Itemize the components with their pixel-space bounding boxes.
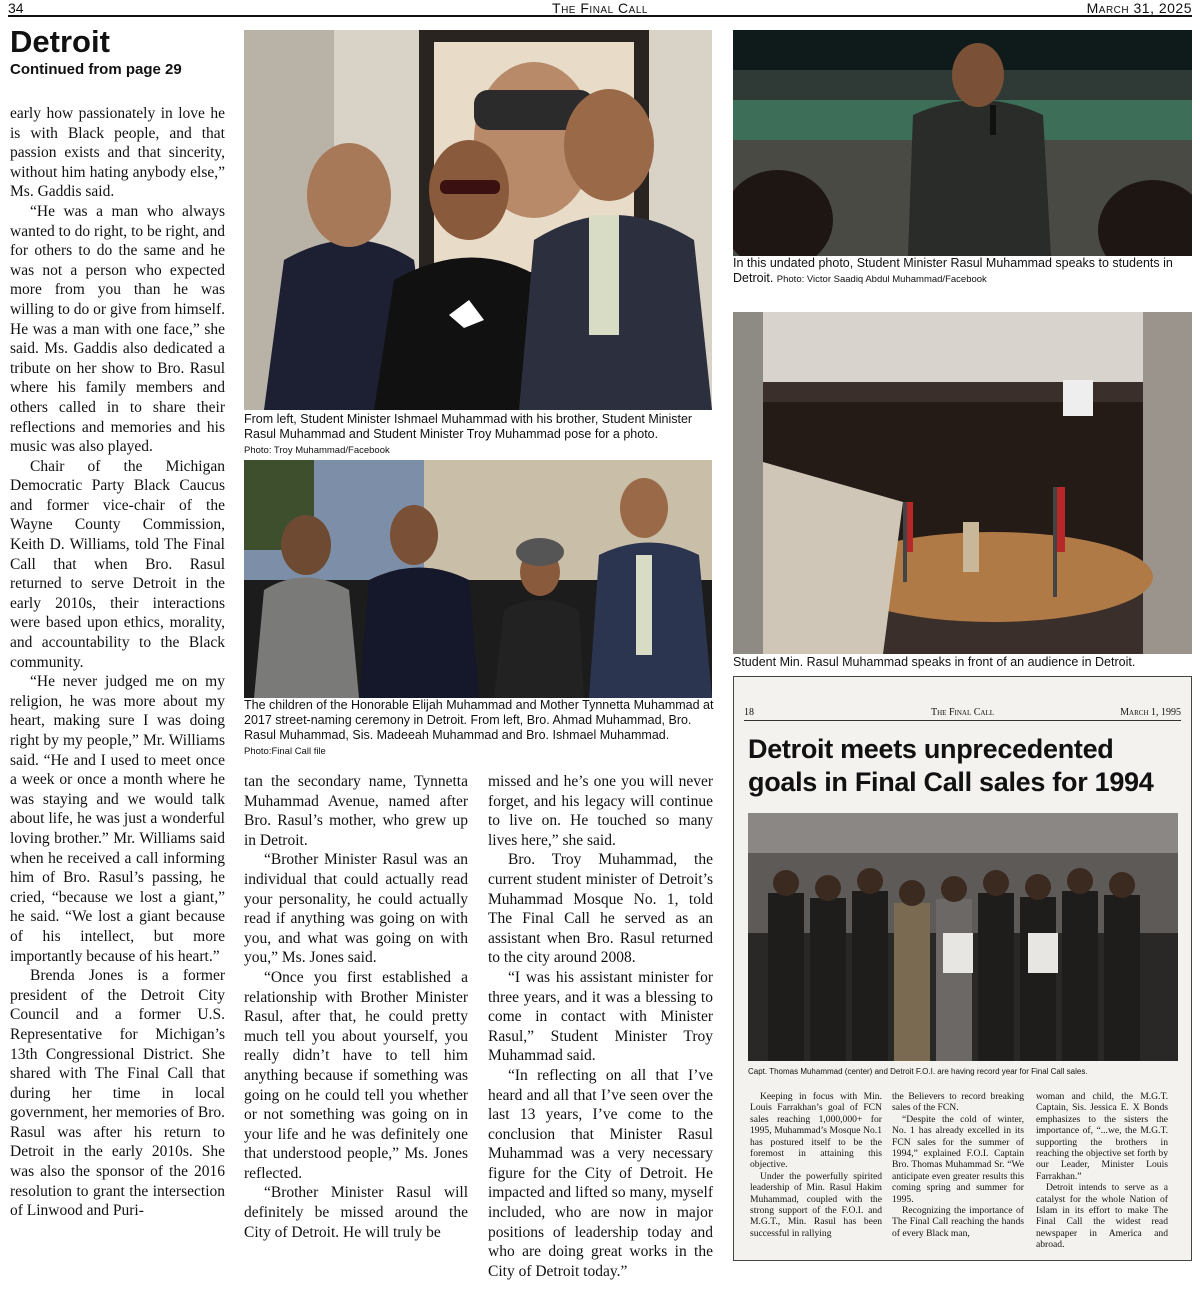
article-column-1 [10,104,225,1221]
paragraph: “He never judged me on my religion, he was more about my heart, making sure I was doing right by my people,” Mr. Williams said. “He and I used to meet once a week or once a month where he was staying and we would talk about life, he was just a wonderful loving brother.” Mr. Williams said when he received a call informing him of Bro. Rasul’s passing, he cried, “because we lost a giant,” he said. “We lost a giant because of his intellect, but more importantly because of his heart.” [10,673,225,965]
paragraph: tan the secondary name, Tynnetta Muhammad Avenue, named after Bro. Rasul’s mother, who grew up in Detroit. [244,773,468,849]
paragraph: early how passionately in love he is with Black people, and that passion exists and that sincerity, without him hating anybody else,” Ms. Gaddis said. [10,105,225,201]
masthead [8,0,1192,17]
paragraph: “Once you first established a relationship with Brother Minister Rasul, after that, he could pretty much tell you about yourself, you really didn’t have to tell him anything because if something was going on he could tell you whether or not something was going on in your life and he was definitely one that understood people,” Ms. Jones reflected. [244,968,468,1182]
paragraph: “Brother Minister Rasul will definitely be missed around the City of Detroit. He will truly be [244,1184,468,1241]
photo-credit: Photo: Victor Saadiq Abdul Muhammad/Facebook [776,274,987,285]
caption-text: Student Min. Rasul Muhammad speaks in front of an audience in Detroit. [733,655,1136,669]
paragraph: “He was a man who always wanted to do right, to be right, and for others to do the same and he was not a person who expected more from you than he was willing to do or give from himself. He was a man with one face,” she said. Ms. Gaddis also dedicated a tribute on her show to Bro. Rasul where his family members and others called in to share their reflections and memories and his music was also played. [10,202,225,456]
photo-auditorium-caption [733,655,1195,670]
paragraph: missed and he’s one you will never forget, and his legacy will continue to live on. He touched so many lives here,” she said. [488,773,713,849]
paragraph: Recognizing the importance of The Final Call reaching the hands of every Black man, [892,1205,1024,1239]
clipping-headline-line-2: goals in Final Call sales for 1994 [748,767,1154,797]
continued-from: Continued from page 29 [10,61,182,78]
publication-name: The Final Call [552,0,648,16]
clipping-group-photo [748,813,1178,1061]
article-headline: Detroit [10,24,110,59]
photo-credit: Photo: Troy Muhammad/Facebook [244,445,390,456]
paragraph: Chair of the Michigan Democratic Party Black Caucus and former vice-chair of the Wayne County Commission, Keith D. Williams, told The Final Call that when Bro. Rasul returned to serve Detroit in the early 2010s, their interactions were based upon ethics, morality, and accountability to the Black community. [10,457,225,671]
article-column-2 [244,772,468,1242]
paragraph: “I was his assistant minister for three years, and it was a blessing to come in contact with Minister Rasul,” Student Minister Troy Muhammad said. [488,968,713,1065]
photo-street-naming [244,460,712,698]
caption-text: From left, Student Minister Ishmael Muhammad with his brother, Student Minister Rasul Muhammad and Student Minister Troy Muhammad pose for a photo. [244,412,693,441]
issue-date: March 31, 2025 [1086,0,1192,16]
paragraph: Under the powerfully spirited leadership of Min. Rasul Hakim Muhammad, coupled with the strong support of the F.O.I. and M.G.T., Min. Rasul has been successful in rallying [750,1170,882,1239]
article-column-3 [488,772,713,1281]
paragraph: Keeping in focus with Min. Louis Farrakhan’s goal of FCN sales reaching 1,000,000+ for 1995, Muhammad’s Mosque No.1 has postured itself to be the foremost in attaining this objective. [750,1091,882,1171]
paragraph: Detroit intends to serve as a catalyst for the whole Nation of Islam in its effort to make The Final Call the widest read newspaper in America and abroad. [1036,1182,1168,1251]
clipping-headline [748,733,1178,799]
photo-ministers-pose-caption [244,412,714,458]
archival-newspaper-clipping [733,676,1192,1261]
clipping-column-2 [892,1091,1024,1239]
paragraph: “Brother Minister Rasul was an individual that could actually read your personality, he could actually read if anything was going on with you, and what was going on with you,” Ms. Jones said. [244,851,468,967]
photo-speaks-to-students-image [733,30,1192,256]
photo-speaks-to-students-caption [733,256,1195,287]
photo-ministers-pose [244,30,712,410]
clipping-group-photo-image [748,813,1178,1061]
paragraph: “Despite the cold of winter, No. 1 has already excelled in its FCN sales for the summer of 1994,” explained F.O.I. Captain Bro. Thomas Muhammad Sr. “We anticipate even greater results this coming spring and summer for 1995. [892,1113,1024,1205]
paragraph: “In reflecting on all that I’ve heard and all that I’ve seen over the last 13 years, I’ve come to the conclusion that Minister Rasul Muhammad was a very necessary figure for the City of Detroit. He impacted and lifted so many, myself included, who are now in major positions of leadership today and who are doing great works in the City of Detroit today.” [488,1066,713,1280]
photo-auditorium [733,312,1192,654]
photo-auditorium-image [733,312,1192,654]
clipping-column-1 [750,1091,882,1239]
photo-ministers-pose-image [244,30,712,410]
paragraph: Bro. Troy Muhammad, the current student minister of Detroit’s Muhammad Mosque No. 1, told The Final Call he served as an assistant when Bro. Rasul returned to the city around 2008. [488,851,713,967]
paragraph: the Believers to record breaking sales of the FCN. [892,1091,1024,1114]
photo-street-naming-caption [244,698,714,759]
page-number: 34 [8,0,24,16]
caption-text: In this undated photo, Student Minister Rasul Muhammad speaks to students in Detroit. [733,256,1173,285]
photo-street-naming-image [244,460,712,698]
clipping-date: March 1, 1995 [1120,707,1181,718]
photo-speaks-to-students [733,30,1192,256]
clipping-photo-caption: Capt. Thomas Muhammad (center) and Detroit F.O.I. are having record year for Final Call sales. [748,1067,1088,1076]
clipping-publication: The Final Call [931,707,994,718]
clipping-column-3 [1036,1091,1168,1251]
clipping-masthead [744,707,1181,721]
caption-text: The children of the Honorable Elijah Muhammad and Mother Tynnetta Muhammad at 2017 street-naming ceremony in Detroit. From left, Bro. Ahmad Muhammad, Bro. Rasul Muhammad, Sis. Madeeah Muhammad and Bro. Ishmael Muhammad. [244,698,714,742]
paragraph: Brenda Jones is a former president of the Detroit City Council and a former U.S. Representative for Michigan’s 13th Congressional District. She shared with The Final Call that during her time in local government, her memories of Bro. Rasul was after his return to Detroit in the early 2010s. She was also the sponsor of the 2016 resolution to grant the intersection of Linwood and Puri- [10,967,225,1220]
photo-credit: Photo:Final Call file [244,746,326,757]
clipping-page-number: 18 [744,707,754,718]
paragraph: woman and child, the M.G.T. Captain, Sis. Jessica E. X Bonds emphasizes to the sisters the importance of, “...we, the M.G.T. supporting the brothers in reaching the objective set forth by our Leader, Minister Louis Farrakhan.” [1036,1091,1168,1182]
clipping-headline-line-1: Detroit meets unprecedented [748,734,1114,764]
